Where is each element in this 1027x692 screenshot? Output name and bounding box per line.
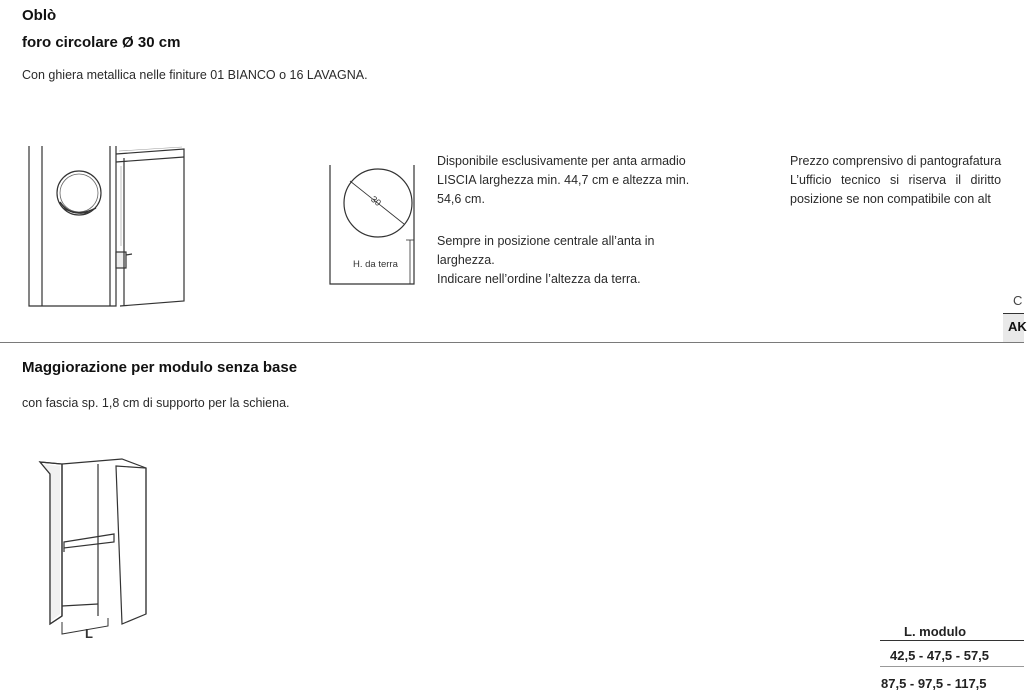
dimension-l-label: L (85, 626, 93, 641)
section-description: Con ghiera metallica nelle finiture 01 BIANCO o 16 LAVAGNA. (22, 68, 368, 82)
position-note: Sempre in posizione centrale all’anta in larghezza. Indicare nell’ordine l’altezza da terra. (437, 234, 655, 286)
code-cell-fragment: AK (1003, 314, 1024, 342)
section-title-2: Maggiorazione per modulo senza base (22, 359, 298, 376)
section-subtitle: foro circolare Ø 30 cm (22, 34, 181, 51)
height-label: H. da terra (353, 259, 398, 270)
availability-note: Disponibile esclusivamente per anta armadio LISCIA larghezza min. 44,7 cm e altezza min. 54,6 cm. (437, 154, 690, 206)
diameter-label: 30 (368, 193, 384, 209)
table-row: 42,5 - 47,5 - 57,5 (890, 648, 990, 663)
cabinet-illustration (36, 454, 151, 649)
table-header-fragment: C (1013, 293, 1023, 308)
price-note: Prezzo comprensivo di pantografatura L’ufficio tecnico si riserva il diritto posizione se non compatibile con alt (790, 154, 1002, 206)
section-title: Oblò (22, 7, 57, 24)
porthole-dimension-diagram (330, 160, 430, 290)
table-header: L. modulo (904, 624, 967, 639)
table-row: 87,5 - 97,5 - 117,5 (881, 676, 987, 691)
section-description-2: con fascia sp. 1,8 cm di supporto per la schiena. (22, 396, 290, 410)
section-divider (0, 342, 1024, 343)
porthole-door-illustration (24, 146, 189, 311)
